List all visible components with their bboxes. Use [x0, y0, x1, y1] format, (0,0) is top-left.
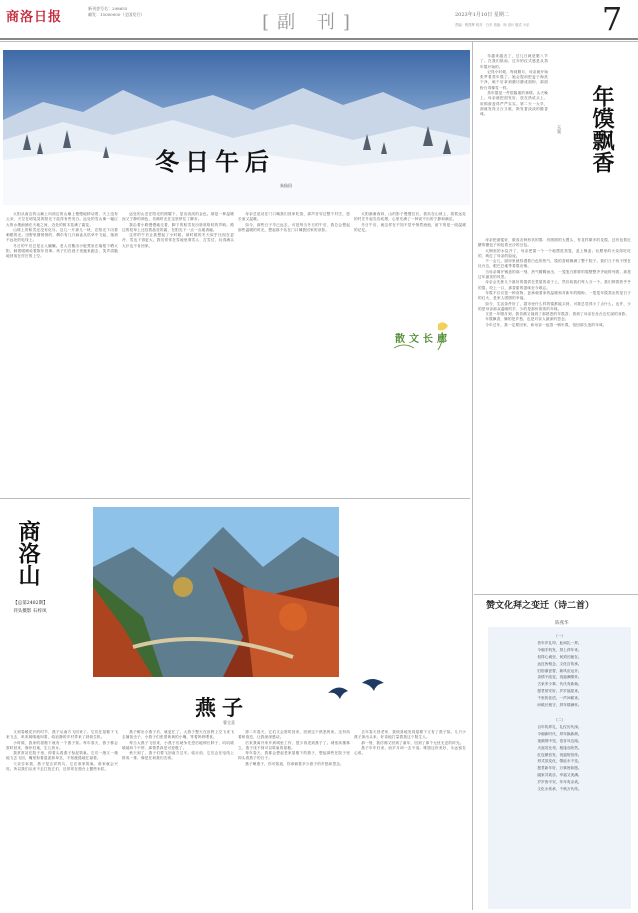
poem-line: 红包微信发，祝福短信传。 — [537, 752, 582, 757]
paragraph: 父亲告诉我，燕子是吉祥的鸟，它在谁家筑巢，谁家就会兴旺。所以我们从来不去打扰它们，还常常在窗台上撒些米粒。 — [6, 761, 118, 772]
swallow-article-col — [354, 730, 466, 910]
section-label: 副 刊 — [277, 12, 343, 33]
poem-line: 亲情不改变，祝福满情怀。 — [537, 675, 582, 680]
photo-credit: 刊头摄影 石梓凤 — [13, 609, 47, 614]
meta-line: 邮发：15000000（全国发行） — [88, 12, 145, 17]
masthead-meta — [88, 6, 168, 18]
paragraph: 燕子年年归来，而岁月却一去不返。唯愿这份美好，永远留在心底。 — [354, 745, 466, 756]
section-title: [副 刊] — [262, 12, 358, 33]
staff-credits: 责编：程昌辉 校对：白冬 美编：杨 设计 版式 小乐 — [455, 23, 530, 27]
column-title-text: 商洛山 — [15, 520, 41, 586]
column-logo-text: 散文长廊 — [395, 334, 451, 345]
column-title — [15, 520, 65, 592]
meta-line: 新刊登号名：298655 — [88, 6, 128, 11]
column-caption — [13, 600, 93, 616]
poem-line: 文化永传承，千秋万代传。 — [537, 787, 582, 792]
paragraph: 第二年春天，它们又会准时回来，回到这个熟悉的家。这份执着和眷恋，让我深深感动。 — [238, 730, 350, 740]
page-number: 7 — [601, 0, 623, 38]
poem-line: 天涯若比邻，相逢亦欣然。 — [537, 745, 582, 750]
section-divider — [0, 498, 470, 499]
paragraph: 如今，生活条件好了，超市里什么样的馍都能买到，可我总觉得少了点什么。也许，少的是母亲那双温暖的手，少的是那份浓浓的年味。 — [478, 301, 631, 311]
poem-line: 愿君常安好，岁岁福星来。 — [537, 689, 582, 694]
section-divider — [474, 594, 638, 595]
snow-article-col — [354, 212, 466, 312]
poem-line: 远近皆相念，文化自传承。 — [537, 661, 582, 666]
year-essay-title-text: 年馍飘香 — [589, 85, 615, 173]
paragraph: 燕子孵出小燕子后，就更忙了。大燕子整天在田野上空飞来飞去捕捉虫子，小燕子们张着黄黄的小嘴，等着妈妈喂食。 — [122, 730, 234, 740]
paragraph: 太阳从南边的山巅上向西边的山巅上慢慢地移动着，天上没有云朵，天空在明晃晃的阳光下蓝得有些发白。远处的雪山像一幅巨大的水墨画铺在天地之间，近处的树木挂满了霜花。 — [6, 212, 118, 227]
poem-line: 但得心诚至，何须长跪在。 — [537, 654, 582, 659]
snow-landscape-photo — [3, 50, 470, 205]
poem-line: 百年传拜礼，礼仪历代深。 — [537, 724, 582, 729]
paragraph: 小时候，我家的屋檐下就有一个燕子窝。每年春天，燕子都会准时回来，修补旧巢，生儿育女。 — [6, 740, 118, 750]
poem-line: 昔年乡礼叩，此间礼一拜。 — [537, 640, 582, 645]
poem-line: 视频屏中见，语音耳边闻。 — [537, 738, 582, 743]
paragraph: 山坡上的积雪还没有化尽，这儿一片那儿一块，在阳光下闪着刺眼的光。田野里静悄悄的，偶尔有几只麻雀从枯草中飞起，落到不远处的电线上。 — [6, 227, 118, 243]
paragraph: 我沿着小路慢慢地走着，脚下的积雪发出咯吱咯吱的声响。路边的枯草上还挂着晶莹的霜，在阳光下一点一点地消融。 — [122, 222, 234, 232]
column-divider — [472, 42, 473, 910]
paragraph: 今年过年，我一定要回家，和母亲一起蒸一锅年馍，找回那久违的年味。 — [485, 322, 607, 327]
paragraph: 母亲总是站在门口喊我们回家吃饭，那声音穿过整个村庄，悠长而又温暖。 — [238, 212, 350, 222]
swallow-article-col — [6, 730, 118, 910]
poem-section-author: 陈燕华 — [555, 621, 569, 626]
swallow-article-col — [122, 730, 234, 910]
swallow-illustration — [318, 673, 398, 709]
paragraph: 冬日午后，就这样在不知不觉中悄然流逝，留下的是一段温暖的记忆。 — [354, 222, 466, 232]
swallow-article-title: 燕子 — [195, 695, 249, 720]
poem-box — [488, 627, 631, 909]
poem-number: （二） — [553, 717, 566, 722]
snow-article-col — [6, 212, 118, 298]
year-essay-author — [555, 125, 575, 137]
paragraph: 后来我离开家乡到城里工作，很少再见到燕子了。城里高楼林立，燕子找不到可以筑巢的屋檐。 — [238, 740, 350, 750]
paragraph: 又是一年腊月到，我仿佛又闻到了那熟悉的年馍香，看到了母亲在灶台边忙碌的身影。 — [485, 312, 630, 317]
paragraph: 又到春暖花开的时节，燕子从南方飞回来了。它们在屋檐下飞来飞去，叽叽喳喳地叫着，给寂静的乡村带来了勃勃生机。 — [6, 730, 118, 740]
poem-number: （一） — [553, 634, 566, 638]
paragraph: 大锅里的水烧开了，母亲把馍一个一个地摆进蒸笼，盖上锅盖。灶膛里的火烧得旺旺的，映红了母亲的脸庞。 — [478, 248, 631, 258]
issue-date: 2023年1月10日 星期二 — [455, 12, 509, 18]
paragraph: 年馍不仅仅是一种食物，更承载着家的温暖和对新年的期盼。一笼笼年馍蒸出的是日子的红火，是家人团圆的幸福。 — [478, 290, 631, 301]
paragraph: 记得小时候，每到腊月，母亲就开始张罗着蒸年馍了。她会提前把麦子淘洗干净，晾干后拿到磨坊磨成面粉，那面粉白得像雪一样。 — [480, 69, 548, 90]
header-divider — [0, 38, 638, 40]
paragraph: 燕子啊燕子，你可知道，你承载着多少游子的乡愁和思念。 — [245, 761, 344, 766]
poem-line: 形式虽变化，情谊永不变。 — [537, 759, 582, 764]
year-essay-author-text: 玉米 — [556, 125, 561, 134]
poem-line: 旧俗渐更替，新风应运开。 — [537, 668, 582, 673]
poem-line: 愿君新年好，万事皆如愿。 — [537, 766, 582, 771]
year-essay-col — [480, 54, 548, 232]
paragraph: 年馍飘香，飘的是乡愁，也是对亲人最深的思念。 — [485, 317, 569, 322]
poem-line: 古来多少事，代代有新裁。 — [537, 682, 582, 687]
poem-line: 今朝手机发，屏上拜年来。 — [537, 647, 582, 652]
paragraph: 每年春天，我都会想起老家屋檐下的燕子，想起那些在院子里仰头看燕子的日子。 — [238, 751, 350, 761]
paragraph: 去年春天回老家，我惊喜地发现屋檐下又有了燕子窝。几只小燕子探出头来，好奇地打量着我这个陌生人。 — [354, 730, 466, 740]
poem-line: 千里传佳语，一声问候来。 — [537, 696, 582, 701]
snow-article-col — [122, 212, 234, 298]
paragraph: 太阳渐渐西斜，山的影子慢慢拉长。我站在山坡上，看着远处的村庄升起袅袅炊烟，心里充满了一种说不出的宁静和满足。 — [354, 212, 466, 222]
year-essay-col — [478, 238, 631, 593]
paragraph: 远处的山峦在阳光的照耀下，显出淡淡的金色。那是一种温暖而又宁静的颜色，仿佛时光在这里停住了脚步。 — [122, 212, 234, 222]
year-essay-title — [580, 85, 624, 180]
paragraph: 母亲把面揉好，做成各种形状的馍：有圆圆的大馒头，有花样繁多的花馍，还有包着红糖的糖包子和包着豆沙的豆包。 — [478, 238, 631, 248]
header-divider-thin — [0, 41, 638, 42]
poem-line: 今朝新时代，拜年换新颜。 — [537, 731, 582, 736]
masthead-logo: 商洛日报 — [6, 10, 63, 25]
poem-section-title: 赞文化拜之变迁（诗二首） — [486, 601, 595, 611]
snow-article-title: 冬日午后 — [155, 147, 275, 176]
poem-line: 问候长相守，拜年情满怀。 — [537, 703, 582, 708]
snow-article-col — [238, 212, 350, 298]
paragraph: 我常常站在院子里，仰着头看燕子衔泥筑巢。它们一趟又一趟地飞去飞回，嘴里衔着湿泥和草茎，不知疲倦地忙碌着。 — [6, 751, 118, 761]
paragraph: 当母亲揭开锅盖的那一刻，热气腾腾而出，一笼笼白胖胖的馍整整齐齐地排列着，那是过年最美的风景。 — [478, 269, 631, 280]
paragraph: 母亲会先拣几个最好的馍供在堂屋的桌子上，然后给我们每人分一个。我们捧着热乎乎的馍，咬上一口，那香甜的滋味至今难忘。 — [478, 280, 631, 290]
paragraph: 年越来越近了，过几日就是腊八节了。在我们陕南，过年的仪式感是从蒸年馍开始的。 — [480, 54, 548, 69]
swallow-article-author: 曹全喜 — [223, 720, 235, 725]
paragraph: 每当大燕子飞回来，小燕子们就争先恐后地伸长脖子，叽叽喳喳地叫个不停，那情景真是可爱极了。 — [122, 740, 234, 750]
mountain-photo — [93, 507, 339, 677]
paragraph: 不一会儿，厨房里就弥漫着白色的热气，馍的香味飘满了整个院子。我们几个孩子围在灶台边，眼巴巴地等着馍出锅。 — [478, 259, 631, 269]
paragraph: 这样的午后让我想起了小时候。那时候的冬天似乎比现在更冷，雪也下得更大。我们常常在雪地里堆雪人、打雪仗，玩得满头大汗也不肯回家。 — [122, 233, 234, 248]
poem-line: 岁岁皆平安，年年有余欢。 — [537, 780, 582, 785]
paragraph: 秋天到了，燕子们要飞回南方过冬。临行前，它们会在电线上排成一排，像是在和我们告别。 — [122, 751, 234, 761]
swallow-article-col — [238, 730, 350, 910]
poem-line: 阖家共欢乐，幸福又美满。 — [537, 773, 582, 778]
paragraph: 那一刻，我仿佛又回到了童年，回到了那个无忧无虑的时光。 — [361, 740, 464, 745]
paragraph: 冬日的午后总是让人慵懒。老人们搬出小板凳坐在墙根下晒太阳，眯着眼睛说着陈年旧事。孩子们在巷子里跑来跑去，笑声清脆地回荡在村庄的上空。 — [6, 243, 118, 259]
paragraph: 如今，那些日子早已远去，可是每当冬日的午后，我总会想起那些温暖的时光，想起那个站在门口喊我回家的身影。 — [238, 222, 350, 232]
issue-number: 【总第2402期】 — [13, 601, 48, 606]
paragraph: 蒸年馍是一件很隆重的事情。头天晚上，母亲就把面发好，放在热炕头上，用棉被盖得严严实实。第二天一大早，面就发得又白又暄，散发着淡淡的酸香味。 — [480, 91, 548, 117]
snow-article-author: 朱仙田 — [280, 183, 292, 188]
